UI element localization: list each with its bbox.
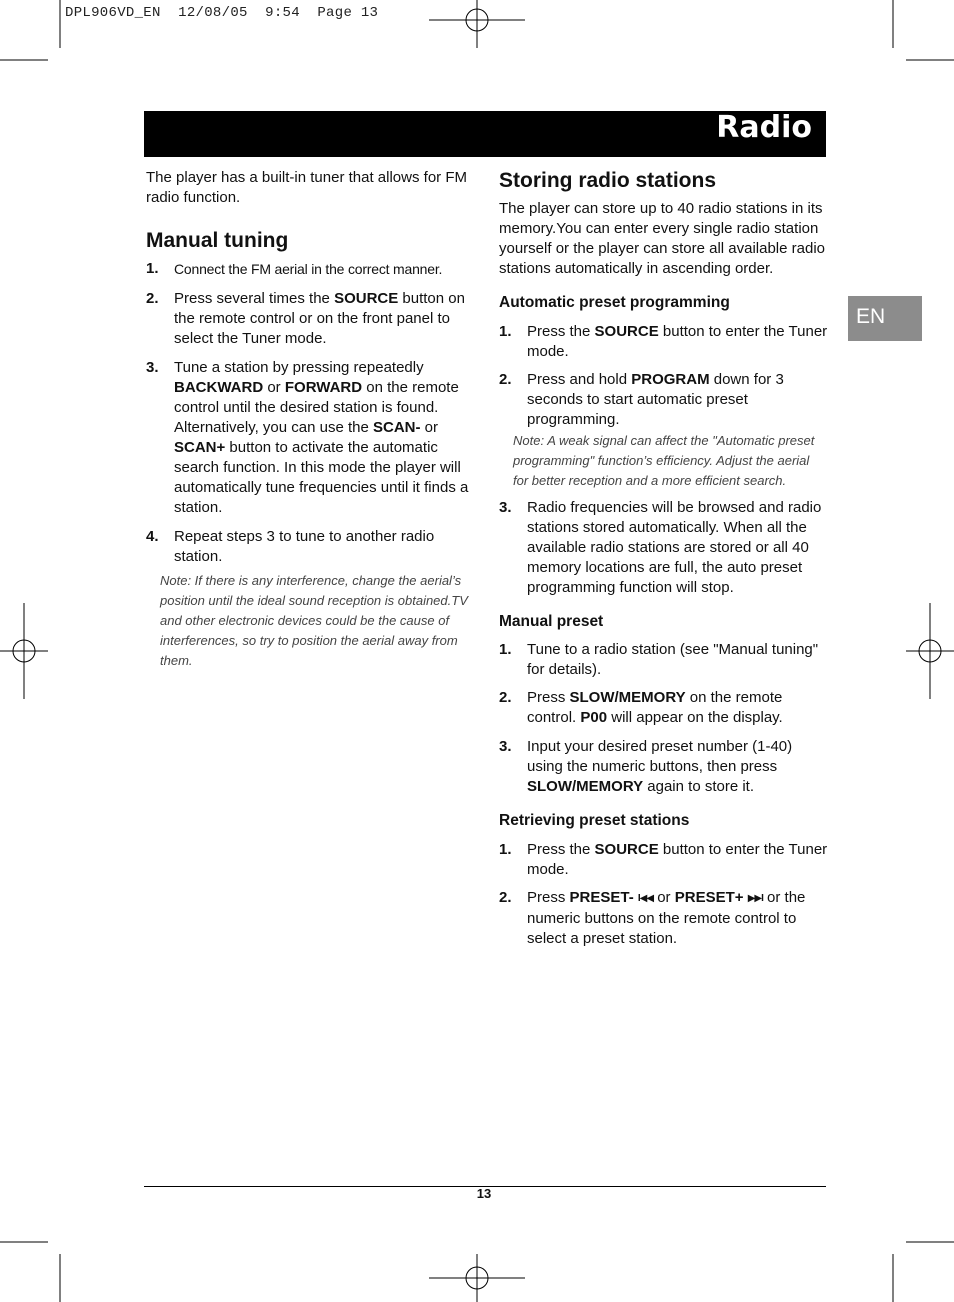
step-number: 1.: [499, 323, 512, 340]
step-number: 3.: [499, 499, 512, 516]
print-slug: DPL906VD_EN 12/08/05 9:54 Page 13: [65, 5, 379, 21]
auto-preset-heading: Automatic preset programming: [499, 294, 730, 311]
left-column: [146, 168, 474, 671]
manual-tuning-steps: [146, 259, 474, 567]
language-tab: EN: [848, 296, 922, 341]
list-item: 2. Press and hold PROGRAM down for 3 seconds to start automatic preset programming.: [499, 371, 784, 428]
step-number: 1.: [146, 260, 159, 277]
list-item: 1. Connect the FM aerial in the correct manner.: [146, 260, 443, 277]
manual-tuning-heading: Manual tuning: [146, 229, 289, 252]
next-track-icon: ▶▶I: [747, 893, 763, 904]
list-item: 2. Press several times the SOURCE button on the remote control or on the front panel to select the Tuner mode.: [146, 290, 465, 347]
list-item: 2. Press SLOW/MEMORY on the remote control. P00 will appear on the display.: [499, 689, 783, 726]
step-number: 1.: [499, 641, 512, 658]
list-item: 3. Radio frequencies will be browsed and radio stations stored automatically. When all the available radio stations are stored or all 40 memory locations are full, the auto preset programming function will stop.: [499, 499, 822, 596]
retrieving-steps: [499, 840, 829, 949]
list-item: 1. Press the SOURCE button to enter the Tuner mode.: [499, 323, 828, 360]
list-item: 4. Repeat steps 3 to tune to another radio station.: [146, 528, 435, 565]
step-number: 2.: [499, 889, 512, 906]
manual-preset-heading: Manual preset: [499, 613, 604, 630]
intro-text: The player has a built-in tuner that allows for FM radio function.: [146, 169, 467, 206]
auto-preset-steps: [499, 322, 829, 430]
right-column: [499, 168, 829, 949]
list-item: 3. Input your desired preset number (1-40) using the numeric buttons, then press SLOW/MEMORY again to store it.: [499, 738, 793, 795]
step-number: 2.: [499, 371, 512, 388]
manual-preset-steps: [499, 640, 829, 797]
step-number: 4.: [146, 528, 159, 545]
list-item: 2. Press PRESET- I◀◀ or PRESET+ ▶▶I or the numeric buttons on the remote control to select a preset station.: [499, 889, 806, 947]
step-number: 2.: [499, 689, 512, 706]
list-item: 1. Tune to a radio station (see "Manual tuning" for details).: [499, 641, 819, 678]
weak-signal-note: Note: A weak signal can affect the "Automatic preset programming" function’s efficiency. Adjust the aerial for better reception and a more efficient search.: [513, 433, 815, 488]
retrieving-heading: Retrieving preset stations: [499, 812, 690, 829]
previous-track-icon: I◀◀: [637, 893, 654, 904]
step-number: 2.: [146, 290, 159, 307]
step-number: 1.: [499, 841, 512, 858]
storing-intro: The player can store up to 40 radio stations in its memory.You can enter every single radio station yourself or the player can store all available radio stations automatically in ascending order.: [499, 200, 826, 277]
page-title: Radio: [716, 110, 812, 145]
page-number: 13: [476, 1186, 492, 1201]
interference-note: Note: If there is any interference, change the aerial’s position until the ideal sound reception is obtained.TV and other electronic devices could be the cause of interferences, so try to position the aerial away from them.: [160, 573, 468, 668]
storing-heading: Storing radio stations: [499, 169, 717, 192]
list-item: 1. Press the SOURCE button to enter the Tuner mode.: [499, 841, 828, 878]
list-item: 3. Tune a station by pressing repeatedly BACKWARD or FORWARD on the remote control until the desired station is found. Alternatively, you can use the SCAN- or SCAN+ button to activate the automatic search function. In this mode the player will automatically tune frequencies until it finds a station.: [146, 359, 469, 516]
step-number: 3.: [146, 359, 159, 376]
title-bar: [144, 111, 826, 157]
step-number: 3.: [499, 738, 512, 755]
